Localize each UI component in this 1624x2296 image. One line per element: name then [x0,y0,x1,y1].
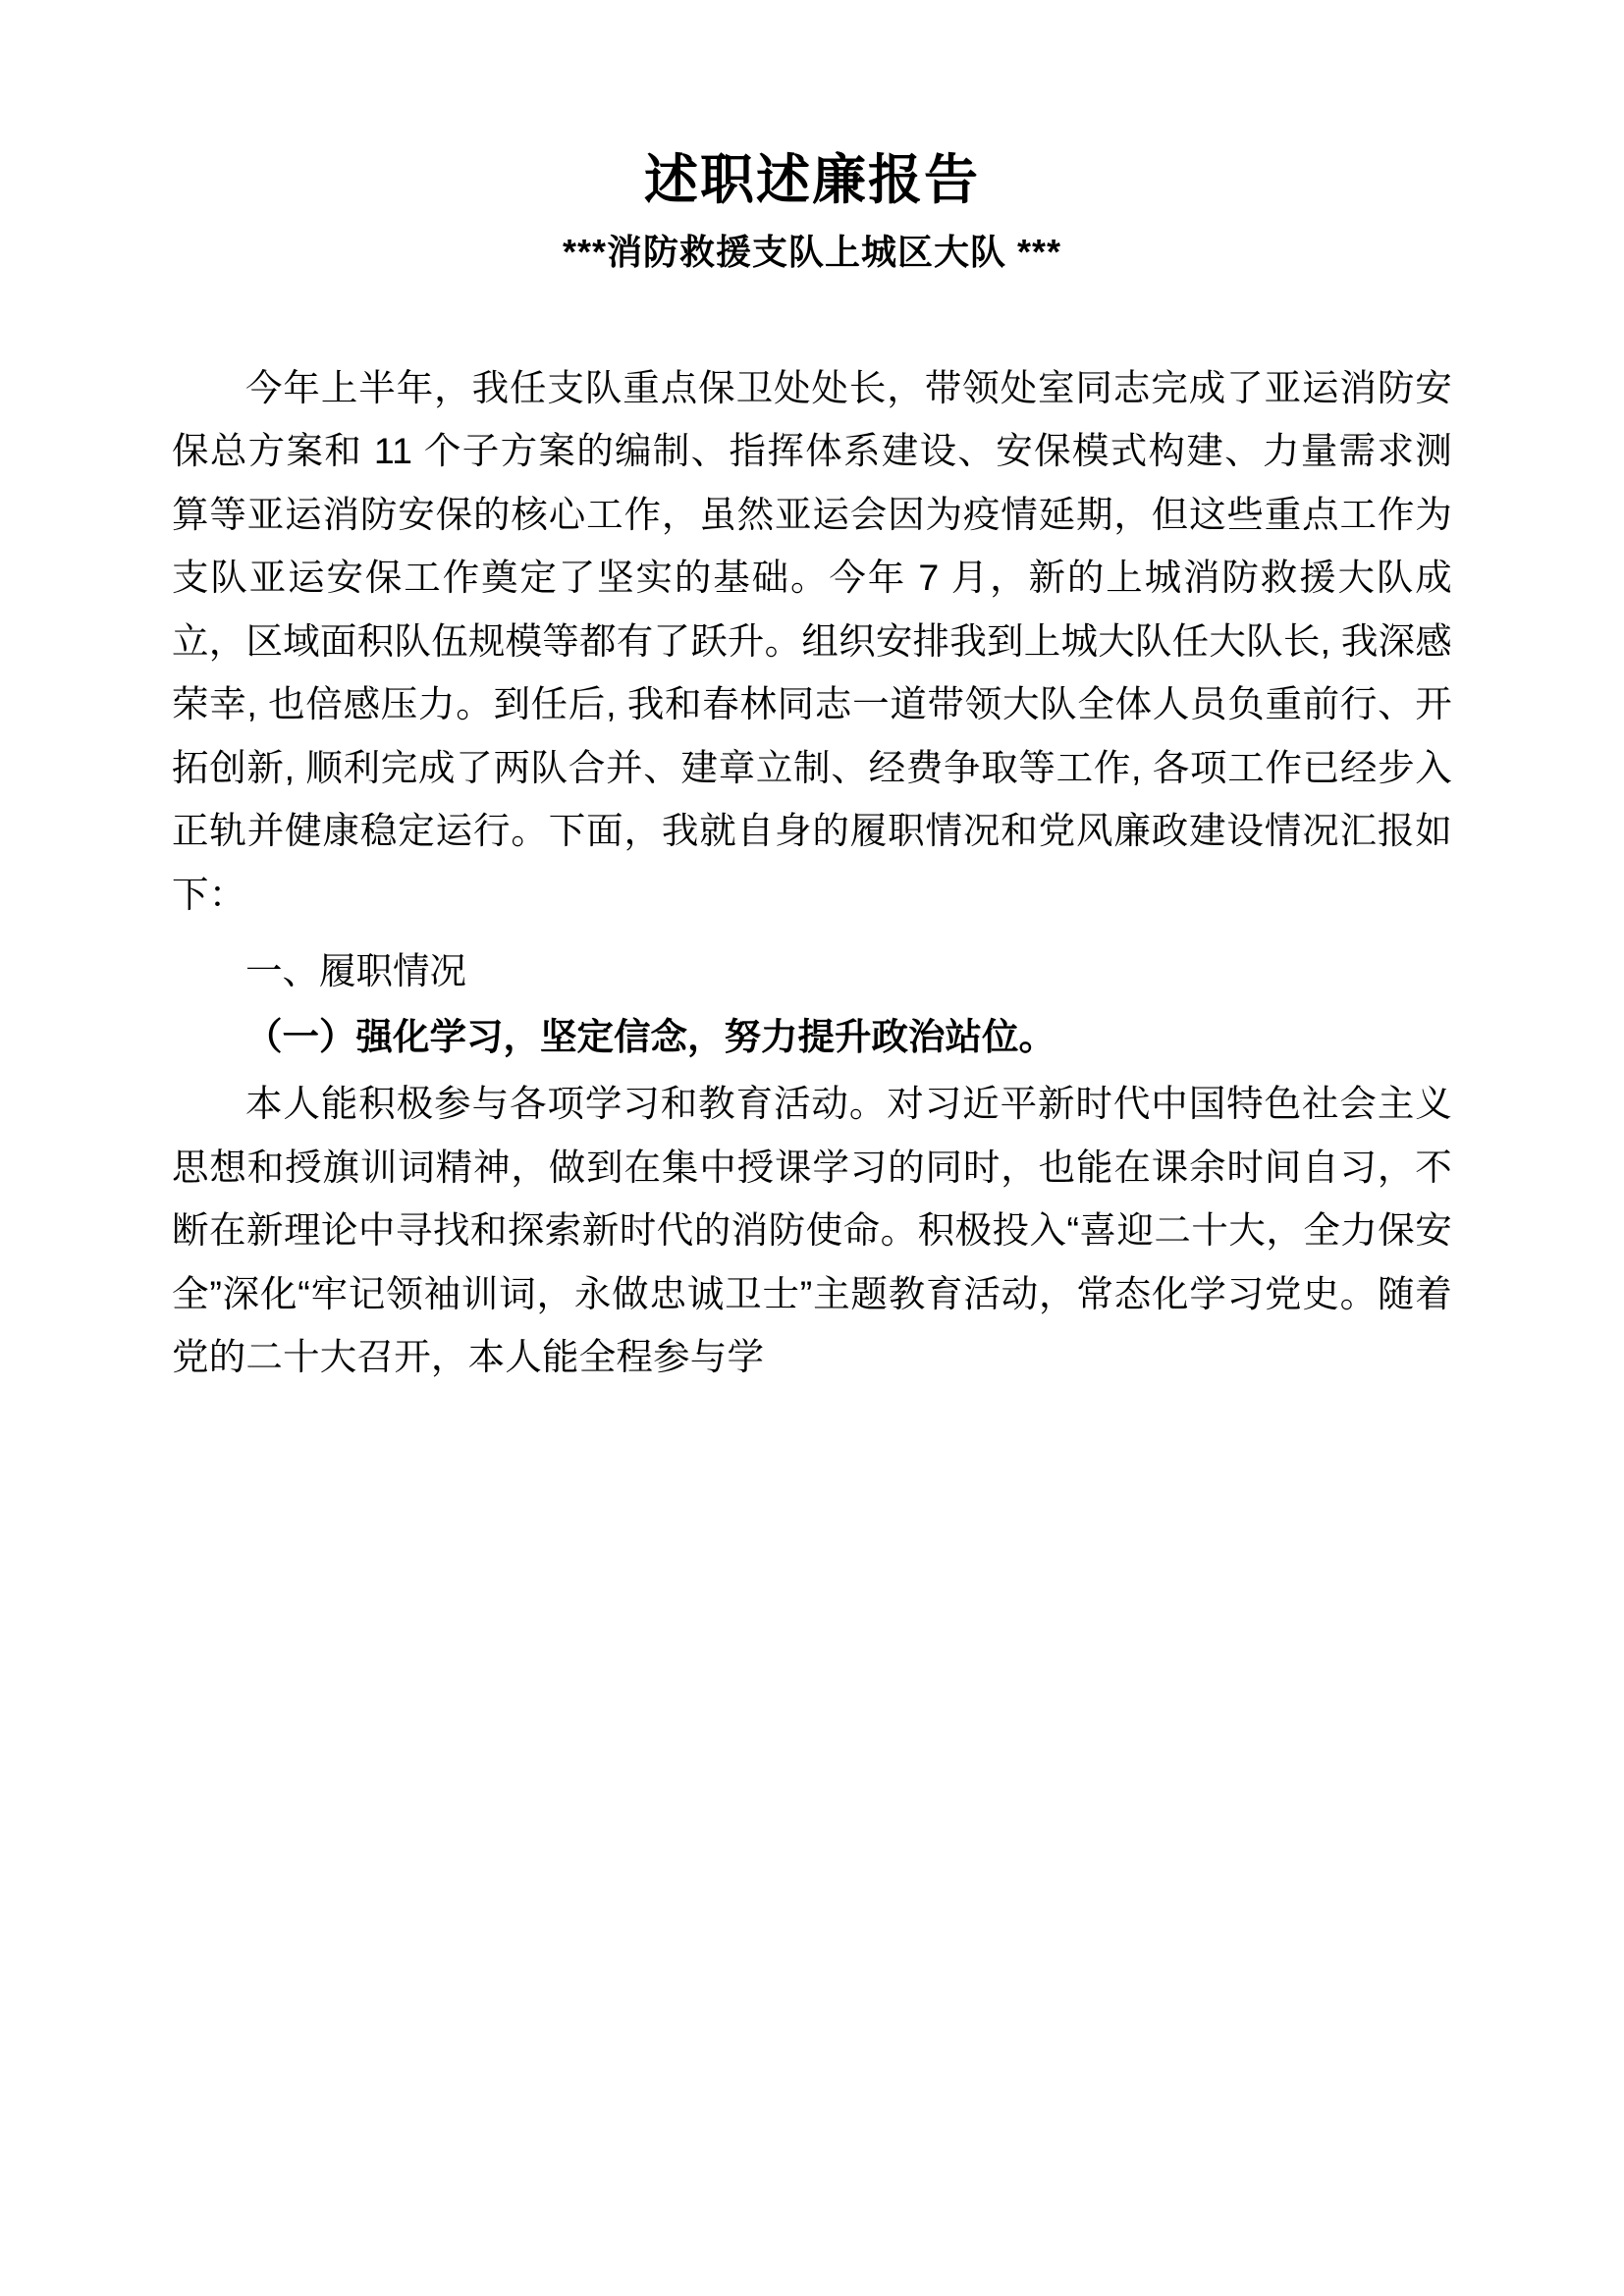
section-heading: 一、履职情况 [245,950,466,992]
page-title: 述职述廉报告 [643,149,980,210]
page-subtitle: ***消防救援支队上城区大队 *** [562,232,1062,272]
body-paragraph-1: 今年上半年，我任支队重点保卫处处长，带领处室同志完成了亚运消防安保总方案和 11 个子方案的编制、指挥体系建设、安保模式构建、力量需求测算等亚运消防安保的核心工作，虽然亚运会因为疫情延期，但这些重点工作为支队亚运安保工作奠定了坚实的基础。今年 7 月，新的上城消防救援大队成立，区域面积队伍规模等都有了跃升。组织安排我到上城大队任大队长, 我深感荣幸, 也倍感压力。到任后, 我和春林同志一道带领大队全体人员负重前行、开拓创新, 顺利完成了两队合并、建章立制、经费争取等工作, 各项工作已经步入正轨并健康稳定运行。下面，我就自身的履职情况和党风廉政建设情况汇报如下： [172,366,1452,915]
section-paragraph: 本人能积极参与各项学习和教育活动。对习近平新时代中国特色社会主义思想和授旗训词精神，做到在集中授课学习的同时，也能在课余时间自习，不断在新理论中寻找和探索新时代的消防使命。积极投入“喜迎二十大，全力保安全”深化“牢记领袖训词，永做忠诚卫士”主题教育活动，常态化学习党史。随着党的二十大召开，本人能全程参与学 [172,1083,1452,1378]
sub-heading: （一）强化学习，坚定信念，努力提升政治站位。 [245,1015,1056,1057]
